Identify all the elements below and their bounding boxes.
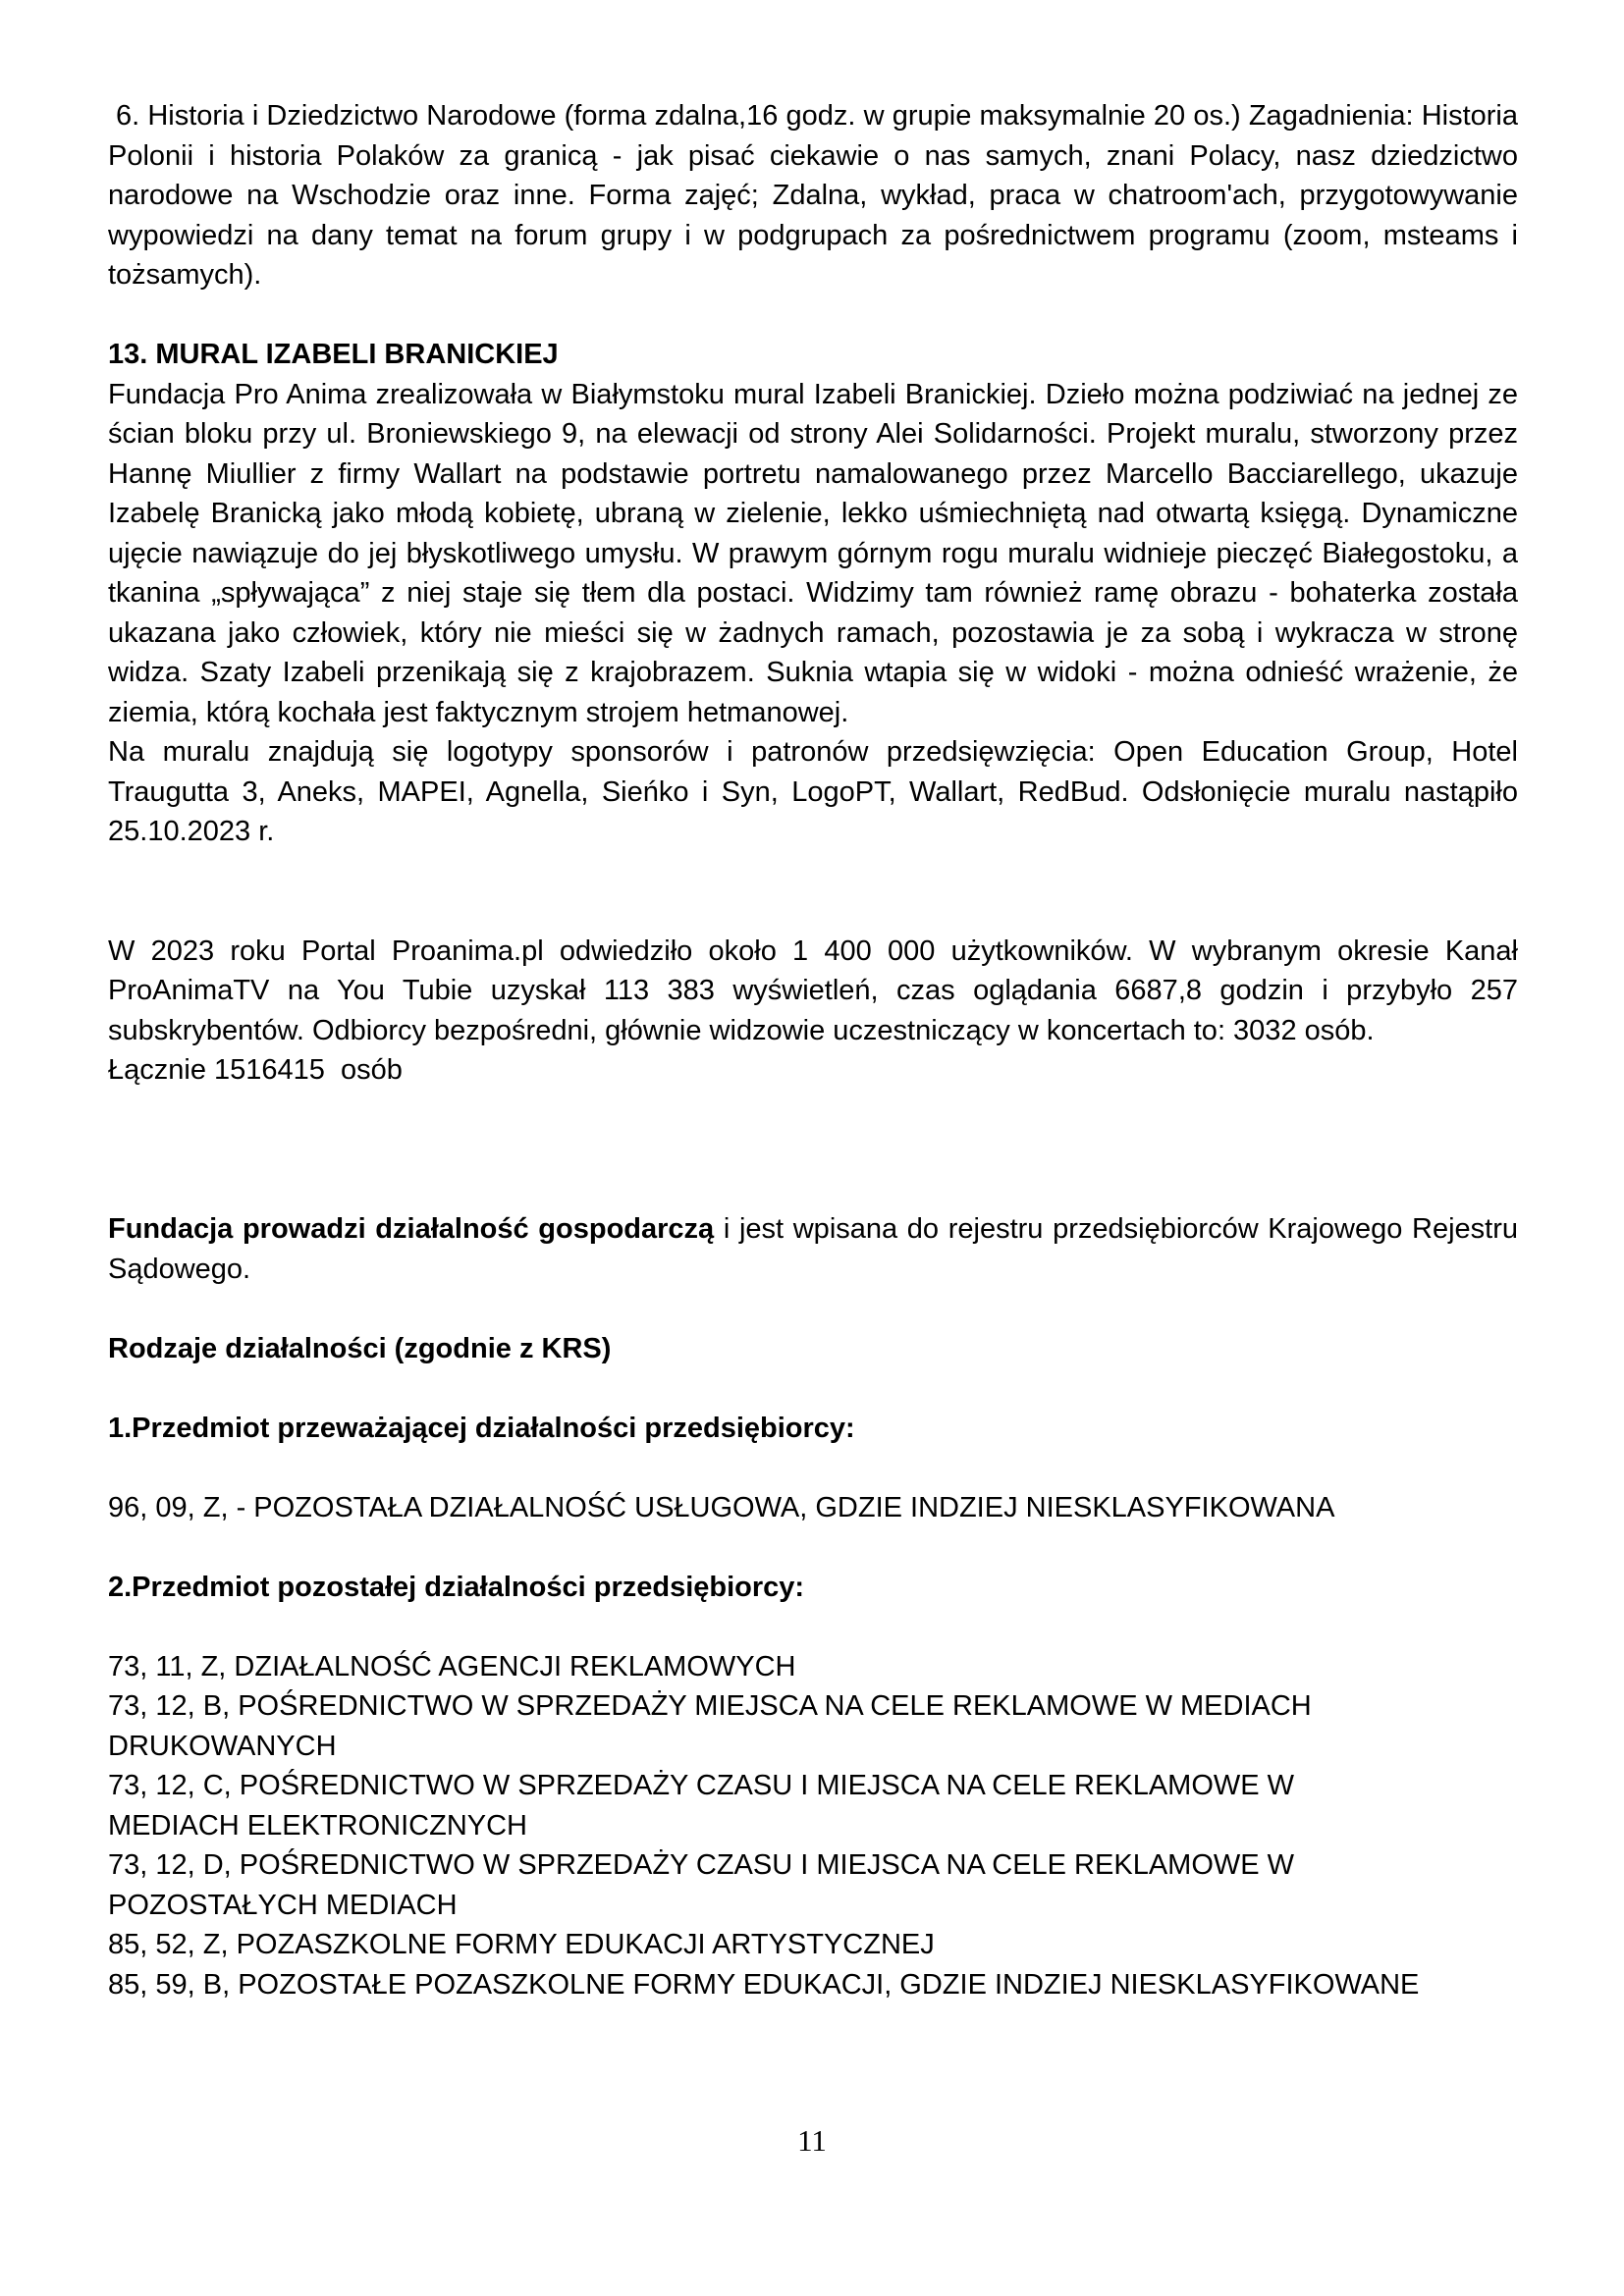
page-number: 11 xyxy=(797,2123,827,2158)
krs-activity-line: MEDIACH ELEKTRONICZNYCH xyxy=(108,1809,527,1842)
krs-activity-line: 73, 12, D, POŚREDNICTWO W SPRZEDAŻY CZASU I MIEJSCA NA CELE REKLAMOWE W xyxy=(108,1849,1295,1881)
krs-activity-line: 73, 12, C, POŚREDNICTWO W SPRZEDAŻY CZASU I MIEJSCA NA CELE REKLAMOWE W xyxy=(108,1770,1295,1801)
krs-activity-line: 73, 11, Z, DZIAŁALNOŚĆ AGENCJI REKLAMOWYCH xyxy=(108,1650,796,1682)
heading-mural-section: 13. MURAL IZABELI BRANICKIEJ xyxy=(108,339,559,370)
business-activity-rest-text: i jest wpisana do rejestru przedsiębiorców Krajowego Rejestru Sądowego. xyxy=(108,1213,1518,1285)
line-total-audience: Łącznie 1516415 osób xyxy=(108,1054,403,1086)
krs-activity-line: POZOSTAŁYCH MEDIACH xyxy=(108,1889,458,1921)
krs-activity-line: 73, 12, B, POŚREDNICTWO W SPRZEDAŻY MIEJSCA NA CELE REKLAMOWE W MEDIACH xyxy=(108,1690,1312,1722)
heading-activity-types: Rodzaje działalności (zgodnie z KRS) xyxy=(108,1332,612,1364)
krs-activity-line: 85, 52, Z, POZASZKOLNE FORMY EDUKACJI ARTYSTYCZNEJ xyxy=(108,1929,935,1960)
paragraph-portal-stats: W 2023 roku Portal Proanima.pl odwiedziło około 1 400 000 użytkowników. W wybranym okresie Kanał ProAnimaTV na You Tubie uzyskał 113 383 wyświetleń, czas oglądania 6687,8 godzin i przybyło 257 subskrybentów. Odbiorcy bezpośredni, głównie widzowie uczestniczący w koncertach to: 3032 osób. xyxy=(108,934,1518,1046)
document-body xyxy=(108,96,1535,2004)
secondary-activity-list xyxy=(108,1647,1518,2005)
heading-secondary-activity: 2.Przedmiot pozostałej działalności przedsiębiorcy: xyxy=(108,1571,805,1603)
business-activity-bold-text: Fundacja prowadzi działalność gospodarczą xyxy=(108,1213,715,1245)
krs-activity-line: DRUKOWANYCH xyxy=(108,1730,337,1762)
heading-primary-activity: 1.Przedmiot przeważającej działalności przedsiębiorcy: xyxy=(108,1412,855,1444)
paragraph-business-activity xyxy=(108,1209,1518,1289)
paragraph-mural-sponsors: Na muralu znajdują się logotypy sponsorów i patronów przedsięwzięcia: Open Education Group, Hotel Traugutta 3, Aneks, MAPEI, Agnella, Sieńko i Syn, LogoPT, Wallart, RedBud. Odsłonięcie muralu nastąpiło 25.10.2023 r. xyxy=(108,736,1535,847)
line-primary-activity-code: 96, 09, Z, - POZOSTAŁA DZIAŁALNOŚĆ USŁUGOWA, GDZIE INDZIEJ NIESKLASYFIKOWANA xyxy=(108,1491,1335,1523)
krs-activity-line: 85, 59, B, POZOSTAŁE POZASZKOLNE FORMY EDUKACJI, GDZIE INDZIEJ NIESKLASYFIKOWANE xyxy=(108,1968,1420,2001)
paragraph-history-course: 6. Historia i Dziedzictwo Narodowe (forma zdalna,16 godz. w grupie maksymalnie 20 os.) Zagadnienia: Historia Polonii i historia Polaków za granicą - jak pisać ciekawie o nas samych, znani Polacy, nasz dziedzictwo narodowe na Wschodzie oraz inne. Forma zajęć; Zdalna, wykład, praca w chatroom'ach, przygotowywanie wypowiedzi na dany temat na forum grupy i w podgrupach za pośrednictwem programu (zoom, msteams i tożsamych). xyxy=(108,100,1518,291)
paragraph-mural-description: Fundacja Pro Anima zrealizowała w Białymstoku mural Izabeli Branickiej. Dzieło można podziwiać na jednej ze ścian bloku przy ul. Broniewskiego 9, na elewacji od strony Alei Solidarności. Projekt muralu, stworzony przez Hannę Miullier z firmy Wallart na podstawie portretu namalowanego przez Marcello Bacciarellego, ukazuje Izabelę Branicką jako młodą kobietę, ubraną w zielenie, lekko uśmiechniętą nad otwartą księgą. Dynamiczne ujęcie nawiązuje do jej błyskotliwego umysłu. W prawym górnym rogu muralu widnieje pieczęć Białegostoku, a tkanina „spływająca” z niej staje się tłem dla postaci. Widzimy tam również ramę obrazu - bohaterka została ukazana jako człowiek, który nie mieści się w żadnych ramach, pozostawia je za sobą i wykracza w stronę widza. Szaty Izabeli przenikają się z krajobrazem. Suknia wtapia się w widoki - można odnieść wrażenie, że ziemia, którą kochała jest faktycznym strojem hetmanowej. xyxy=(108,378,1518,728)
